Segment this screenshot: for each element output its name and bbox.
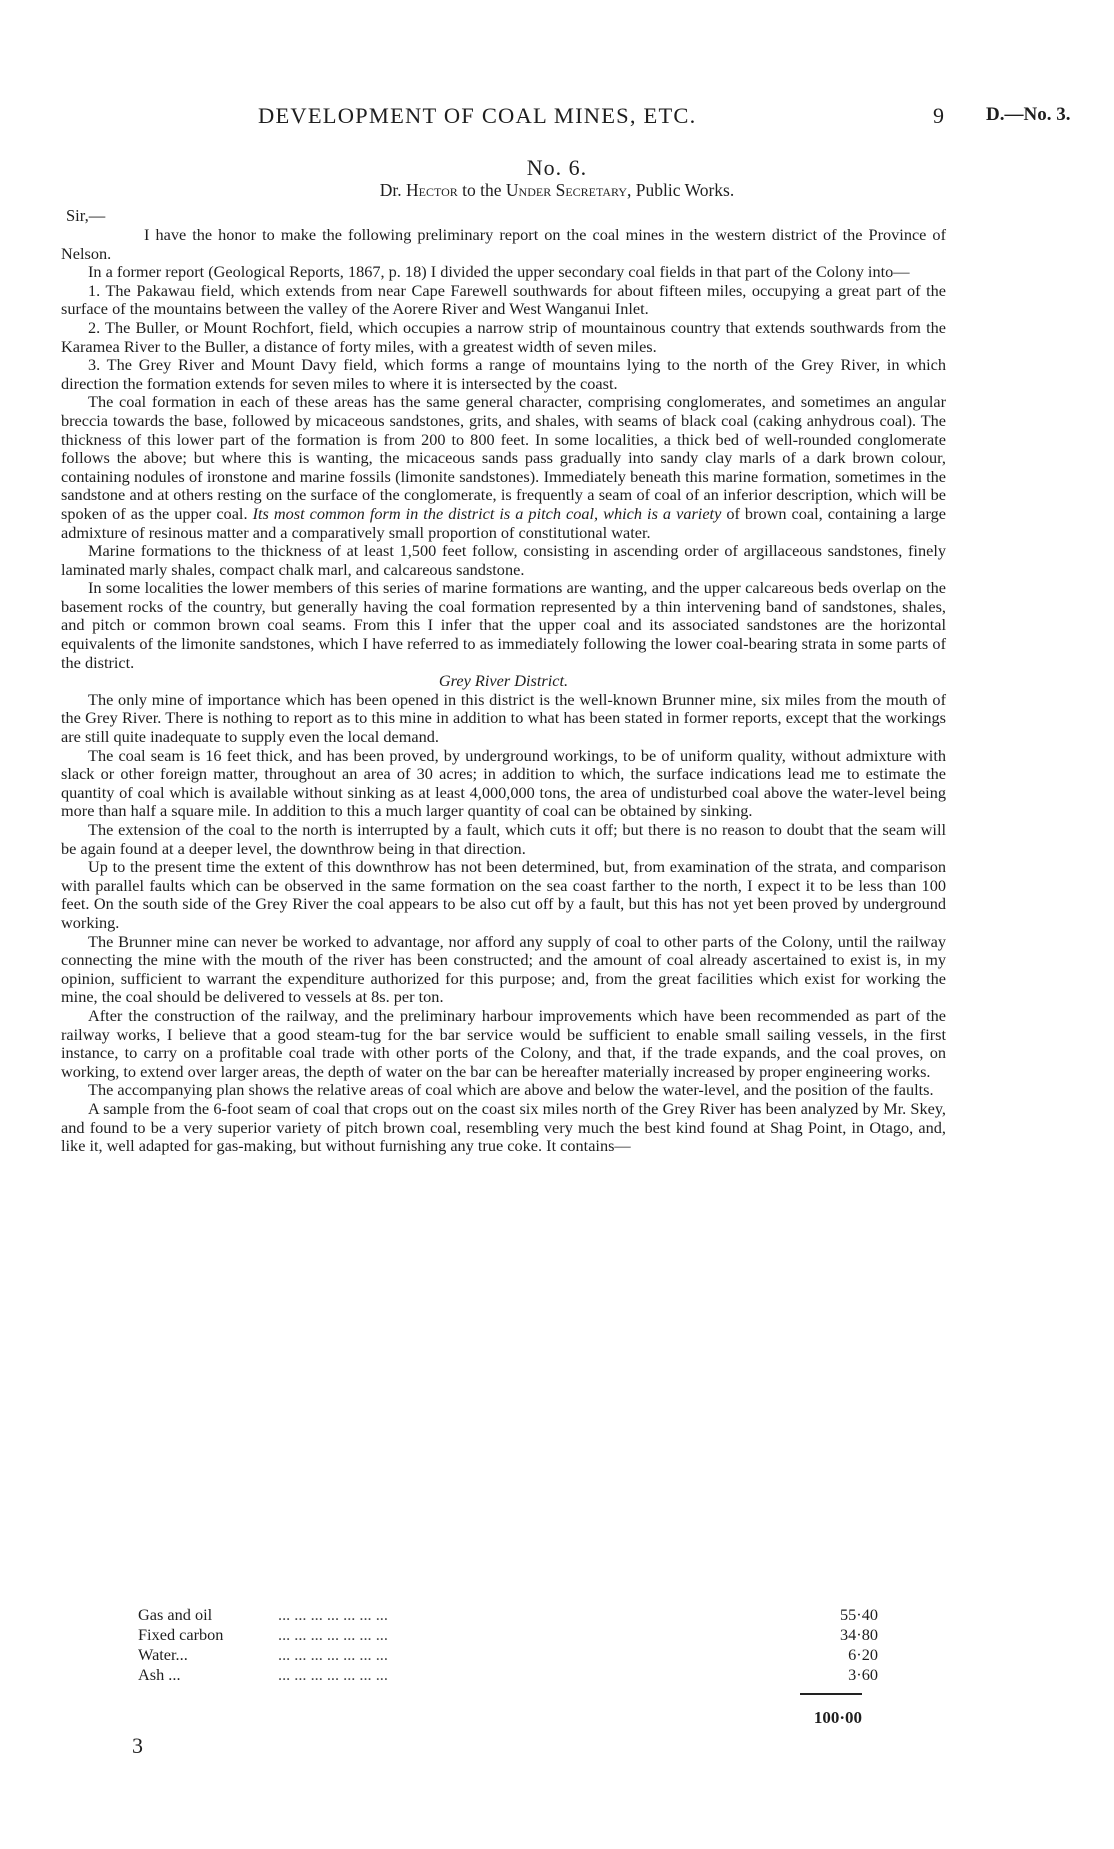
dot-leader: ... ... ... ... ... ... ...	[278, 1625, 388, 1644]
paragraph: I have the honor to make the following preliminary report on the coal mines in the western district of the Province of Nelson.	[61, 225, 946, 263]
paragraph: Marine formations to the thickness of at least 1,500 feet follow, consisting in ascending order of argillaceous sandstones, finely laminated marly shales, compact chalk marl, and calcareous sandstone.	[61, 541, 946, 579]
paragraph-text: The coal formation in each of these areas has the same general character, comprising conglomerates, and sometimes an angular breccia towards the base, followed by micaceous sandstones, grits, and shales, with seams of black coal (caking anhydrous coal). The thickness of this lower part of the formation is from 200 to 800 feet. In some localities, a thick bed of well-rounded conglomerate follows the above; but where this is wanting, the micaceous sands pass gradually into sandy clay marls of a dark brown colour, containing nodules of ironstone and marine fossils (limonite sandstones). Immediately beneath this marine formation, sometimes in the sandstone and at others resting on the surface of the conglomerate, is frequently a seam of coal of an inferior description, which will be spoken of as the upper coal.	[61, 392, 946, 523]
analysis-value: 3·60	[848, 1665, 878, 1684]
analysis-value: 34·80	[840, 1625, 878, 1644]
section-title: Grey River District.	[438, 671, 569, 691]
list-item: 3. The Grey River and Mount Davy field, which forms a range of mountains lying to the north of the Grey River, in which direction the formation extends for seven miles to where it is intersected by the coast.	[61, 355, 946, 393]
italic-text: Its most common form in the district is a pitch coal, which is a variety	[252, 503, 722, 523]
analysis-label: Gas and oil	[138, 1605, 213, 1624]
report-number: No. 6.	[526, 155, 588, 180]
header-title: DEVELOPMENT OF COAL MINES, ETC.	[258, 103, 697, 128]
paragraph: In a former report (Geological Reports, 1867, p. 18) I divided the upper secondary coal fields in that part of the Colony into—	[88, 262, 910, 282]
paragraph: The accompanying plan shows the relative areas of coal which are above and below the water-level, and the position of the faults.	[88, 1080, 934, 1100]
paragraph: The only mine of importance which has been opened in this district is the well-known Brunner mine, six miles from the mouth of the Grey River. There is nothing to report as to this mine in addition to what has been stated in former reports, except that the workings are still quite inadequate to supply even the local demand.	[61, 689, 946, 747]
report-subheading	[0, 180, 1114, 201]
analysis-total: 100·00	[813, 1708, 862, 1727]
salutation: Sir,—	[66, 206, 106, 225]
recipient-title: Under Secretary	[505, 180, 628, 200]
analysis-label: Ash ...	[138, 1665, 181, 1684]
paragraph: The coal seam is 16 feet thick, and has been proved, by underground workings, to be of uniform quality, without admixture with slack or other foreign matter, throughout an area of 30 acres; in addition to which, the surface indications lead me to estimate the quantity of coal which is available without sinking as at least 4,000,000 tons, the area of undisturbed coal above the water-level being more than half a square mile. In addition to this a much larger quantity of coal can be obtained by sinking.	[61, 745, 946, 821]
dot-leader: ... ... ... ... ... ... ...	[278, 1665, 388, 1684]
document-reference: D.—No. 3.	[986, 104, 1071, 125]
analysis-label: Fixed carbon	[138, 1625, 224, 1644]
analysis-row	[138, 1665, 878, 1685]
paragraph: After the construction of the railway, and the preliminary harbour improvements which have been recommended as part of the railway works, I believe that a good steam-tug for the bar service would be sufficient to enable small sailing vessels, in the first instance, to carry on a profitable coal trade with other ports of the Colony, and that, if the trade expands, and the coal proves, on working, to extend over larger areas, the depth of water on the bar can be hereafter materially increased by proper engineering works.	[61, 1005, 946, 1081]
paragraph: A sample from the 6-foot seam of coal that crops out on the coast six miles north of the Grey River has been analyzed by Mr. Skey, and found to be a very superior variety of pitch brown coal, resembling very much the best kind found at Shag Point, in Otago, and, like it, well adapted for gas-making, but without furnishing any true coke. It contains—	[61, 1098, 946, 1156]
paragraph-text: of brown coal, containing a large admixture of resinous matter and a comparatively small proportion of constitutional water.	[61, 503, 946, 542]
analysis-row	[138, 1605, 878, 1625]
page-number: 9	[933, 103, 944, 128]
dot-leader: ... ... ... ... ... ... ...	[278, 1605, 388, 1624]
total-rule	[800, 1693, 862, 1695]
analysis-value: 55·40	[840, 1605, 878, 1624]
signature-mark: 3	[132, 1733, 143, 1758]
analysis-row	[138, 1625, 878, 1645]
to-mid: to the	[457, 180, 506, 200]
list-item: 2. The Buller, or Mount Rochfort, field, which occupies a narrow strip of mountainous country that extends southwards from the Karamea River to the Buller, a distance of forty miles, with a greatest width of seven miles.	[61, 317, 946, 356]
paragraph: Up to the present time the extent of this downthrow has not been determined, but, from examination of the strata, and comparison with parallel faults which can be observed in the same formation on the sea coast farther to the north, I expect it to be less than 100 feet. On the south side of the Grey River the coal appears to be also cut off by a fault, but this has not yet been proved by underground working.	[61, 857, 946, 932]
paragraph: In some localities the lower members of this series of marine formations are wanting, and the upper calcareous beds overlap on the basement rocks of the country, but generally having the coal formation represented by a thin intervening band of sandstones, shales, and pitch or common brown coal seams. From this I infer that the upper coal and its associated sandstones are the horizontal equivalents of the limonite sandstones, which I have referred to as immediately following the lower coal-bearing strata in some parts of the district.	[61, 578, 946, 672]
analysis-table	[138, 1605, 878, 1685]
from-prefix: Dr.	[379, 180, 407, 200]
report-body	[61, 226, 946, 1156]
analysis-label: Water...	[138, 1645, 188, 1664]
dot-leader: ... ... ... ... ... ... ...	[278, 1645, 388, 1664]
paragraph: The Brunner mine can never be worked to advantage, nor afford any supply of coal to other parts of the Colony, until the railway connecting the mine with the mouth of the river has been constructed; and the amount of coal already ascertained to exist is, in my opinion, sufficient to warrant the expenditure authorized for this purpose; and, from the great facilities which exist for working the mine, the coal should be delivered to vessels at 8s. per ton.	[61, 931, 946, 1007]
analysis-row	[138, 1645, 878, 1665]
to-suffix: , Public Works.	[627, 180, 735, 200]
running-header	[0, 103, 1114, 133]
author-name: Hector	[406, 180, 458, 200]
paragraph	[61, 393, 946, 542]
analysis-value: 6·20	[848, 1645, 878, 1664]
paragraph: The extension of the coal to the north is interrupted by a fault, which cuts it off; but there is no reason to doubt that the seam will be again found at a deeper level, the downthrow being in that direction.	[61, 820, 946, 858]
list-item: 1. The Pakawau field, which extends from near Cape Farewell southwards for about fifteen miles, occupying a great part of the surface of the mountains between the valley of the Aorere River and West Wanganui Inlet.	[61, 280, 946, 319]
